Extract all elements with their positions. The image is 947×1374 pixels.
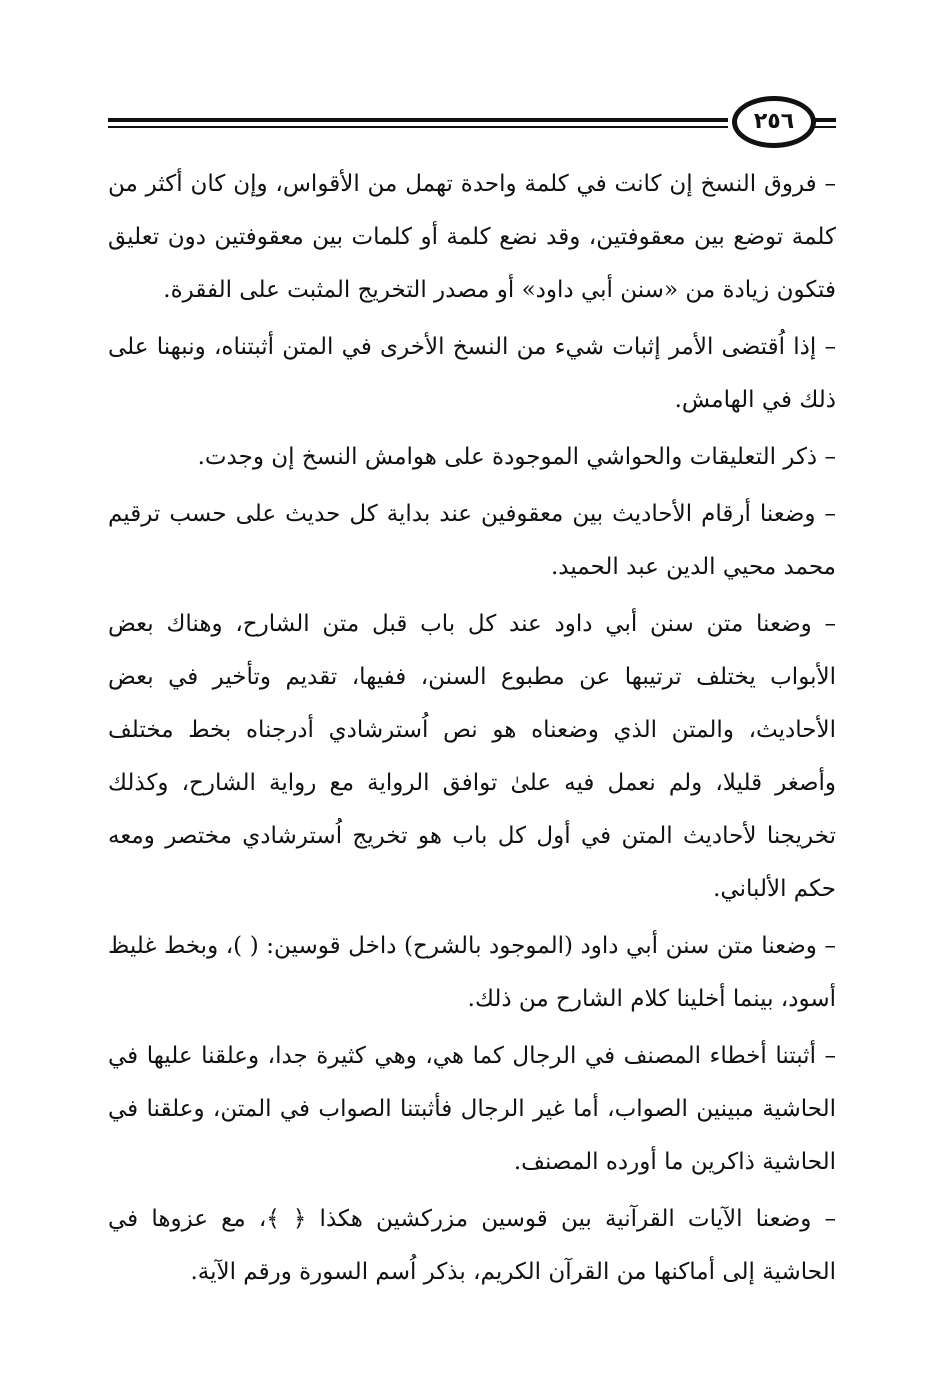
page-number-badge <box>732 96 816 148</box>
paragraph: – وضعنا متن سنن أبي داود (الموجود بالشرح) داخل قوسين: ( )، وبخط غليظ أسود، بينما أخلينا كلام الشارح من ذلك. <box>108 933 836 1012</box>
header-rule-right-thick <box>814 118 836 122</box>
paragraph: – ذكر التعليقات والحواشي الموجودة على هوامش النسخ إن وجدت. <box>197 444 836 470</box>
header-rule-thick <box>108 118 728 122</box>
paragraph: – فروق النسخ إن كانت في كلمة واحدة تهمل من الأقواس، وإن كان أكثر من كلمة توضع بين معقوفتين، وقد نضع كلمة أو كلمات بين معقوفتين دون تعليق فتكون زيادة من «سنن أبي داود» أو مصدر التخريج المثبت على الفقرة. <box>108 171 836 303</box>
page-number: ٢٥٦ <box>753 109 795 134</box>
paragraph: – وضعنا أرقام الأحاديث بين معقوفين عند بداية كل حديث على حسب ترقيم محمد محيي الدين عبد الحميد. <box>108 501 836 580</box>
page-body <box>108 158 836 1303</box>
paragraph: – وضعنا متن سنن أبي داود عند كل باب قبل متن الشارح، وهناك بعض الأبواب يختلف ترتيبها عن مطبوع السنن، ففيها، تقديم وتأخير في بعض الأحاديث، والمتن الذي وضعناه هو نص اُسترشادي أدرجناه بخط مختلف وأصغر قليلا، ولم نعمل فيه علىٰ توافق الرواية مع رواية الشارح، وكذلك تخريجنا لأحاديث المتن في أول كل باب هو تخريج اُسترشادي مختصر ومعه حكم الألباني. <box>108 611 836 902</box>
paragraph: – وضعنا الآيات القرآنية بين قوسين مزركشين هكذا ﴿ ﴾، مع عزوها في الحاشية إلى أماكنها من القرآن الكريم، بذكر اُسم السورة ورقم الآية. <box>108 1206 836 1285</box>
paragraph: – أثبتنا أخطاء المصنف في الرجال كما هي، وهي كثيرة جدا، وعلقنا عليها في الحاشية مبينين الصواب، أما غير الرجال فأثبتنا الصواب في المتن، وعلقنا في الحاشية ذاكرين ما أورده المصنف. <box>108 1043 836 1175</box>
paragraph: – إذا اُقتضى الأمر إثبات شيء من النسخ الأخرى في المتن أثبتناه، ونبهنا على ذلك في الهامش. <box>108 334 836 413</box>
header-rule-thin <box>108 126 728 128</box>
page-header <box>108 92 836 152</box>
header-rule-right-thin <box>814 126 836 128</box>
